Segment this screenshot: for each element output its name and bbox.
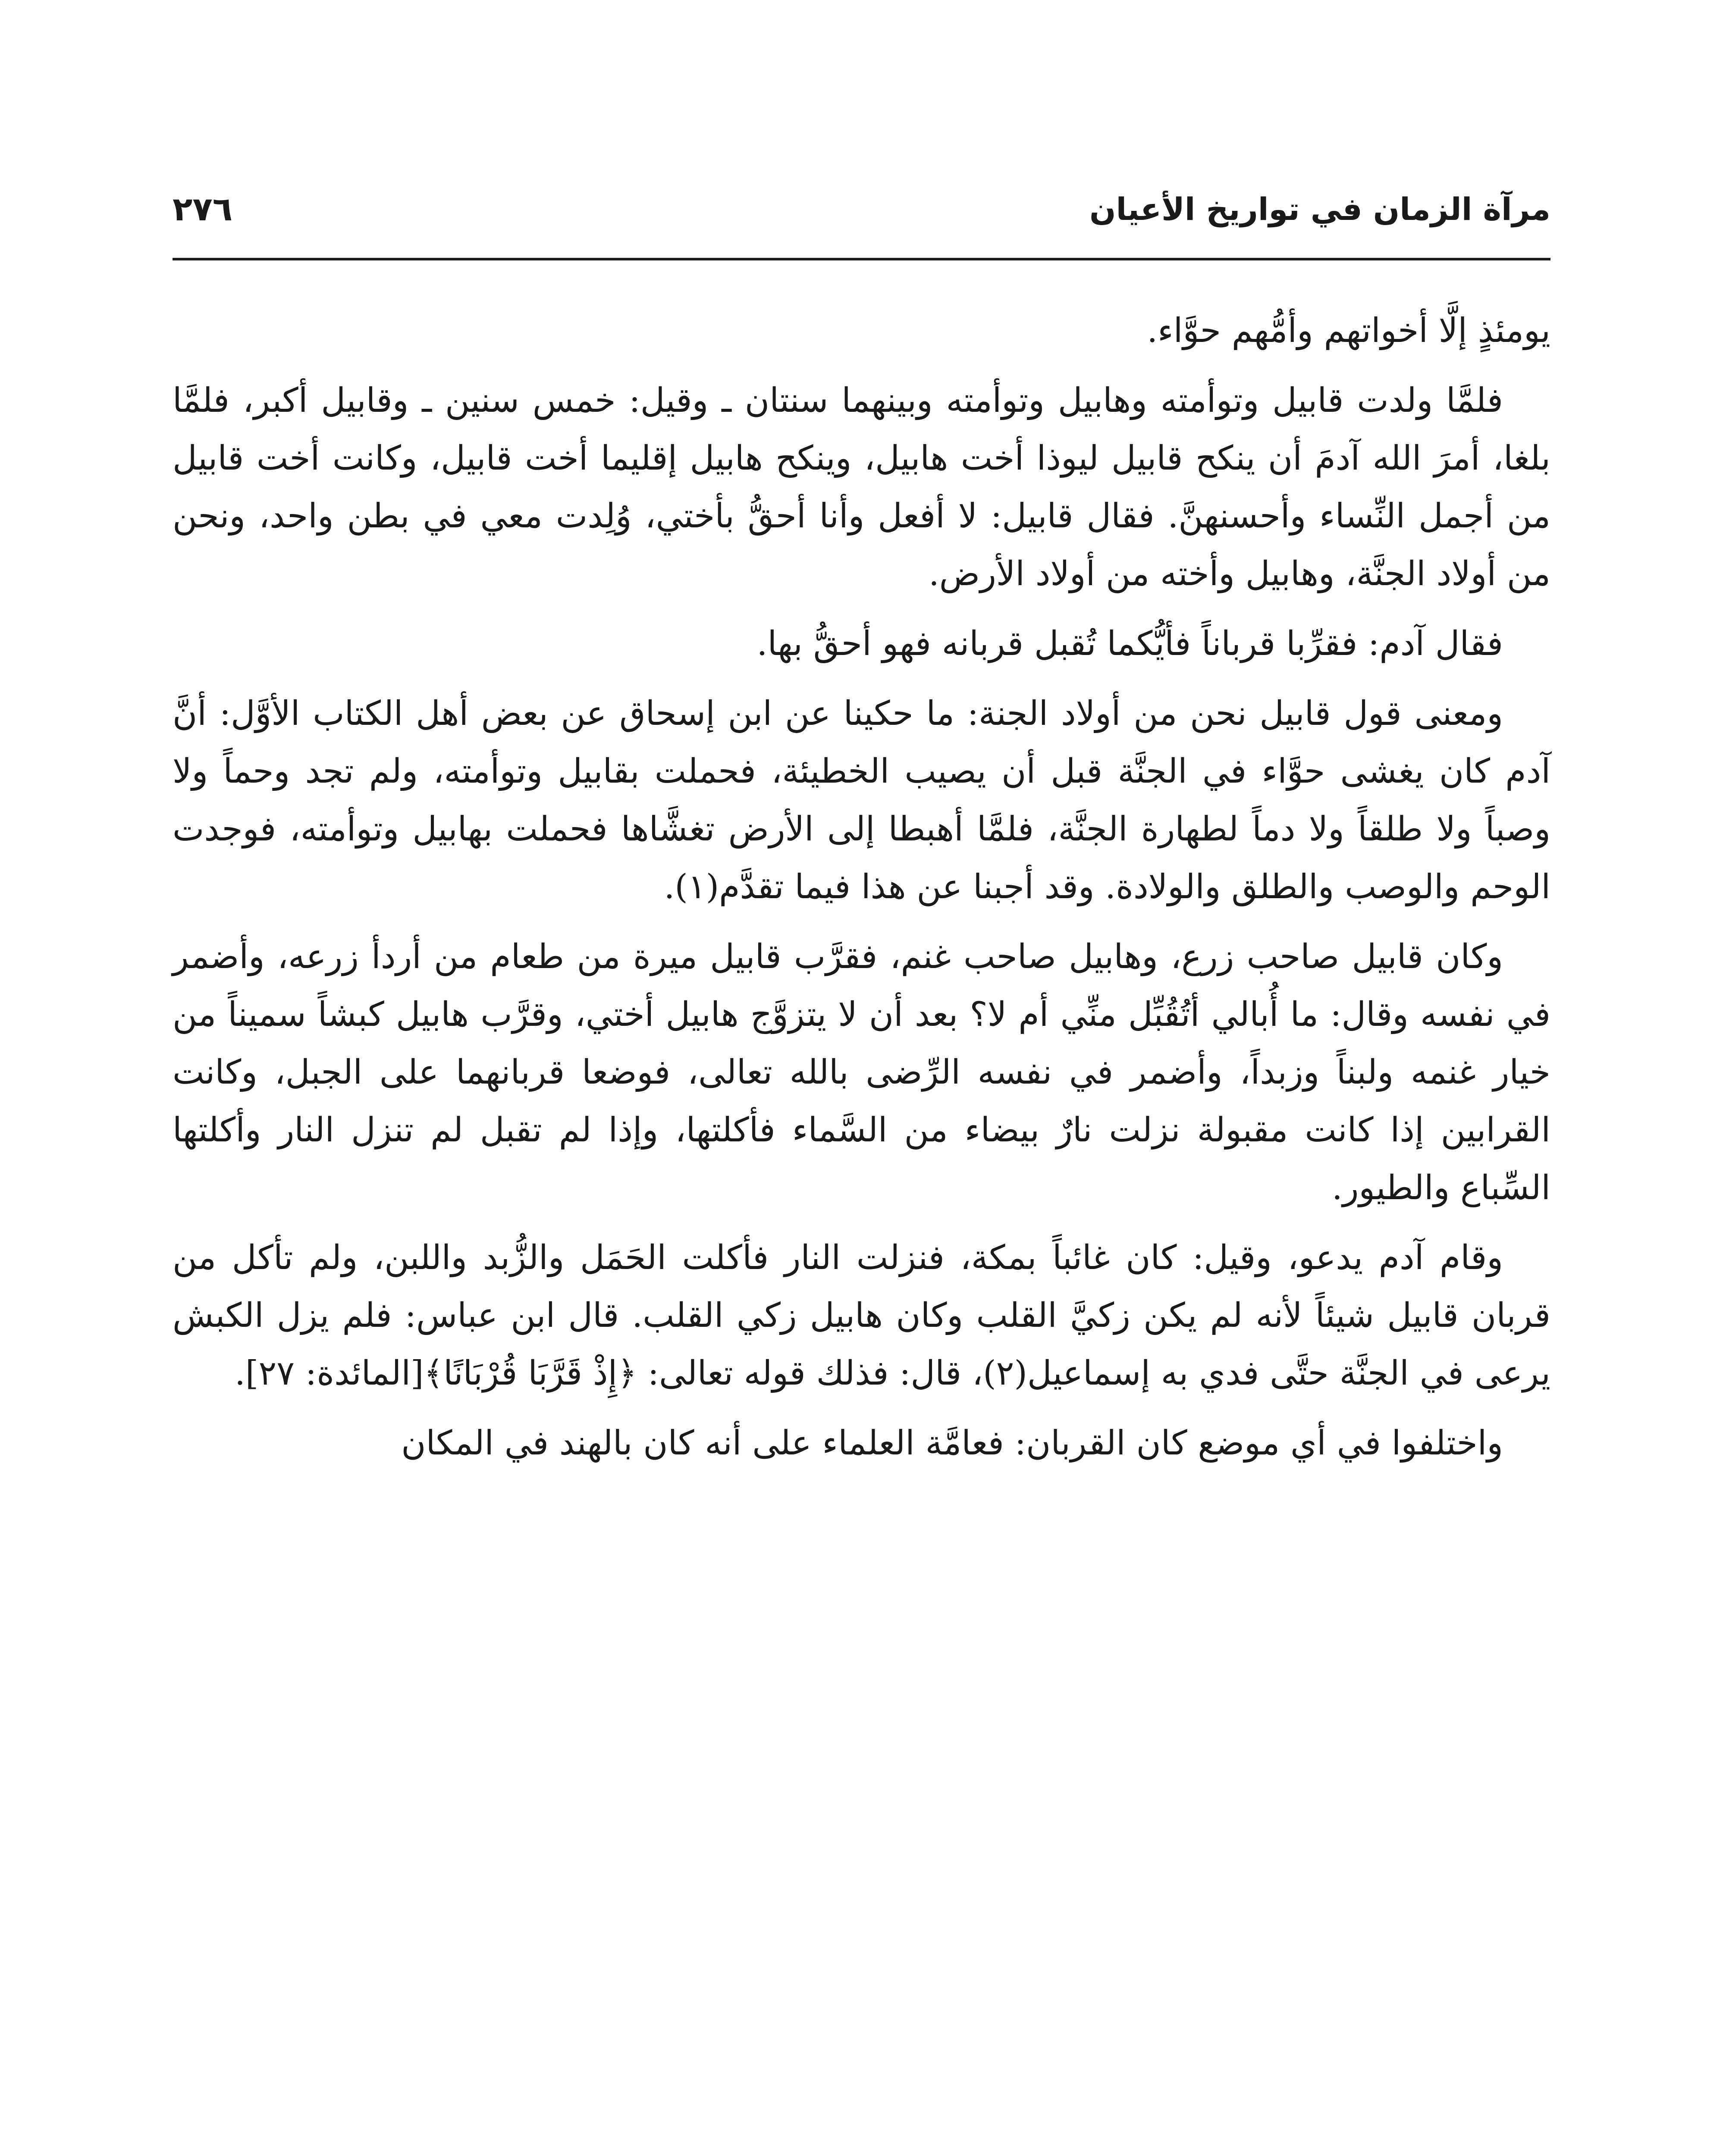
paragraph: وكان قابيل صاحب زرع، وهابيل صاحب غنم، فقرَّب قابيل ميرة من طعام من أردأ زرعه، وأضمر في نفسه وقال: ما أُبالي أتُقُبِّل منِّي أم لا؟ بعد أن لا يتزوَّج هابيل أختي، وقرَّب هابيل كبشاً سميناً من خيار غنمه ولبناً وزبداً، وأضمر في نفسه الرِّضى بالله تعالى، فوضعا قربانهما على الجبل، وكانت القرابين إذا كانت مقبولة نزلت نارٌ بيضاء من السَّماء فأكلتها، وإذا لم تقبل لم تنزل النار وأكلتها السِّباع والطيور. (173, 937, 1550, 1207)
main-text (173, 302, 1550, 1484)
paragraph: يومئذٍ إلَّا أخواتهم وأمُّهم حوَّاء. (1147, 311, 1550, 350)
paragraph: فقال آدم: فقرِّبا قرباناً فأيُّكما تُقبل قربانه فهو أحقُّ بها. (756, 624, 1503, 663)
paragraph: ومعنى قول قابيل نحن من أولاد الجنة: ما حكينا عن ابن إسحاق عن بعض أهل الكتاب الأوَّل: أنَّ آدم كان يغشى حوَّاء في الجنَّة قبل أن يصيب الخطيئة، فحملت بقابيل وتوأمته، ولم تجد وحماً ولا وصباً ولا طلقاً ولا دماً لطهارة الجنَّة، فلمَّا أهبطا إلى الأرض تغشَّاها فحملت بهابيل وتوأمته، فوجدت الوحم والوصب والطلق والولادة. وقد أجبنا عن هذا فيما تقدَّم(١). (173, 694, 1550, 906)
paragraph: وقام آدم يدعو، وقيل: كان غائباً بمكة، فنزلت النار فأكلت الحَمَل والزُّبد واللبن، ولم تأكل من قربان قابيل شيئاً لأنه لم يكن زكيَّ القلب وكان هابيل زكي القلب. قال ابن عباس: فلم يزل الكبش يرعى في الجنَّة حتَّى فدي به إسماعيل(٢)، قال: فذلك قوله تعالى: ﴿إِذْ قَرَّبَا قُرْبَانًا﴾[المائدة: ٢٧]. (173, 1238, 1550, 1393)
page-number: ٢٧٦ (173, 190, 233, 228)
header-divider (173, 258, 1550, 260)
paragraph: فلمَّا ولدت قابيل وتوأمته وهابيل وتوأمته وبينهما سنتان ـ وقيل: خمس سنين ـ وقابيل أكبر، فلمَّا بلغا، أمرَ الله آدمَ أن ينكح قابيل ليوذا أخت هابيل، وينكح هابيل إقليما أخت قابيل، وكانت أخت قابيل من أجمل النِّساء وأحسنهنَّ. فقال قابيل: لا أفعل وأنا أحقُّ بأختي، وُلِدت معي في بطن واحد، ونحن من أولاد الجنَّة، وهابيل وأخته من أولاد الأرض. (173, 381, 1550, 593)
book-title: مرآة الزمان في تواريخ الأعيان (1089, 191, 1550, 227)
paragraph: واختلفوا في أي موضع كان القربان: فعامَّة العلماء على أنه كان بالهند في المكان (401, 1424, 1503, 1463)
running-header (173, 181, 1550, 246)
